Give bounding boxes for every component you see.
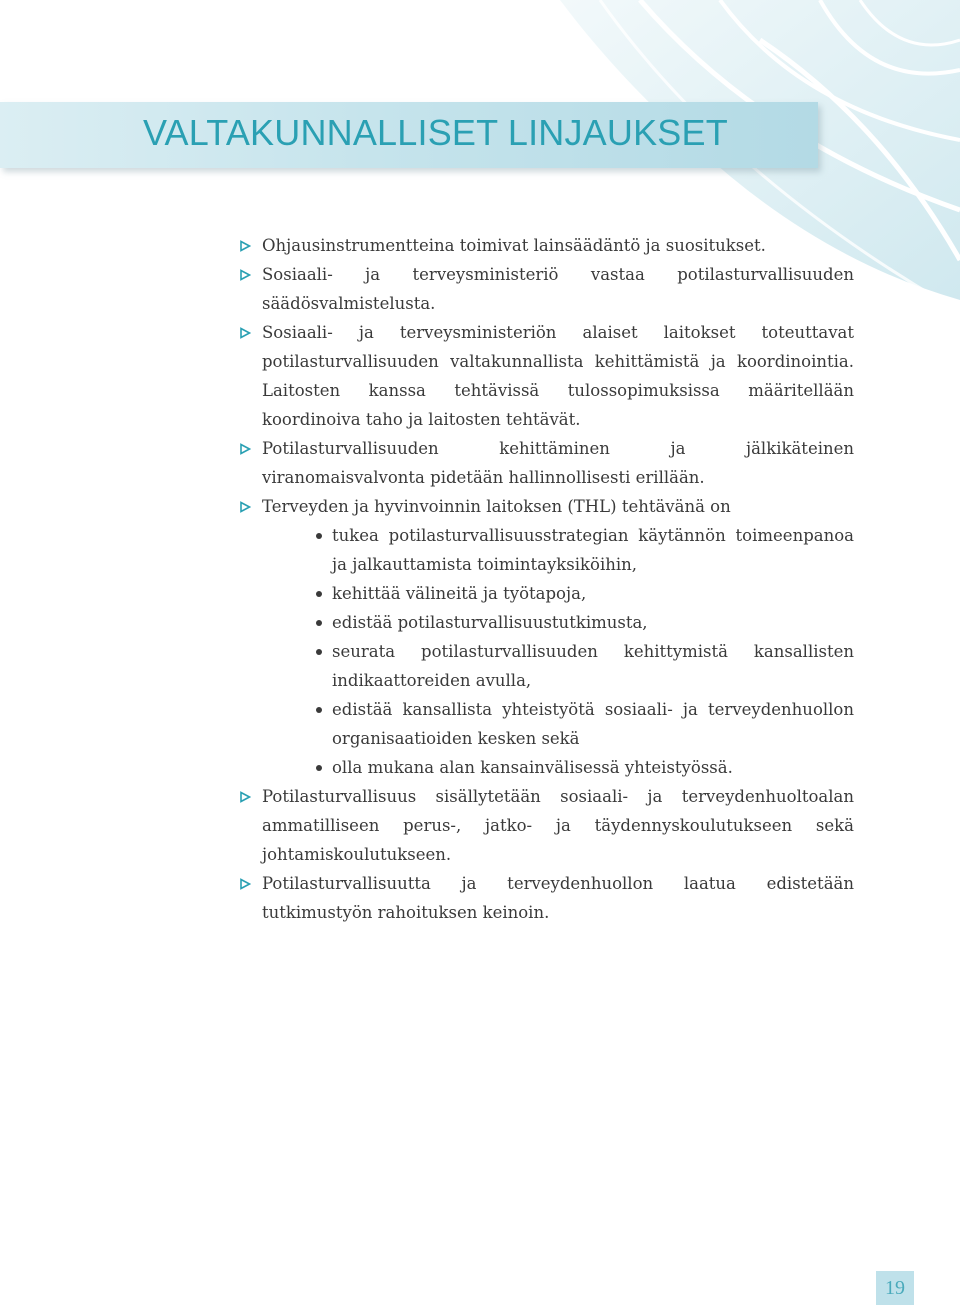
sub-list-item-text: edistää potilasturvallisuustutkimusta, [332,613,648,632]
list-item [262,869,854,927]
sub-list-item [332,695,854,753]
sub-list-item-text: tukea potilasturvallisuusstrategian käytännön toimeenpanoa ja jalkauttamista toimintayksiköihin, [332,526,854,574]
dot-bullet-icon [316,765,322,771]
triangle-bullet-icon [239,269,251,281]
dot-bullet-icon [316,533,322,539]
sub-list-item [332,753,854,782]
sub-list-item [332,637,854,695]
list-item [262,492,854,782]
dot-bullet-icon [316,620,322,626]
sub-list-item-text: edistää kansallista yhteistyötä sosiaali- ja terveydenhuollon organisaatioiden kesken sekä [332,700,854,748]
list-item-text: Ohjausinstrumentteina toimivat lainsäädäntö ja suositukset. [262,236,766,255]
list-item-text: Sosiaali- ja terveysministeriö vastaa potilasturvallisuuden säädösvalmistelusta. [262,265,854,313]
main-content [262,231,854,927]
list-item-text: Terveyden ja hyvinvoinnin laitoksen (THL) tehtävänä on [262,497,731,516]
triangle-bullet-icon [239,240,251,252]
list-item-text: Sosiaali- ja terveysministeriön alaiset laitokset toteuttavat potilasturvallisuuden valtakunnallista kehittämistä ja koordinointia. Laitosten kanssa tehtävissä tulossopimuksissa määritellään koordinoiva taho ja laitosten tehtävät. [262,323,854,429]
sub-list [262,521,854,782]
triangle-bullet-icon [239,443,251,455]
dot-bullet-icon [316,649,322,655]
dot-bullet-icon [316,707,322,713]
page-title: VALTAKUNNALLISET LINJAUKSET [143,112,728,153]
dot-bullet-icon [316,591,322,597]
list-item [262,318,854,434]
sub-list-item [332,521,854,579]
triangle-bullet-icon [239,878,251,890]
sub-list-item-text: olla mukana alan kansainvälisessä yhteistyössä. [332,758,733,777]
sub-list-item [332,608,854,637]
triangle-bullet-icon [239,501,251,513]
triangle-bullet-icon [239,327,251,339]
triangle-bullet-icon [239,791,251,803]
list-item [262,231,854,260]
sub-list-item-text: kehittää välineitä ja työtapoja, [332,584,587,603]
sub-list-item-text: seurata potilasturvallisuuden kehittymistä kansallisten indikaattoreiden avulla, [332,642,854,690]
list-item-text: Potilasturvallisuuden kehittäminen ja jälkikäteinen viranomaisvalvonta pidetään hallinnollisesti erillään. [262,439,854,487]
list-item [262,260,854,318]
list-item [262,782,854,869]
list-item [262,434,854,492]
list-item-text: Potilasturvallisuutta ja terveydenhuollon laatua edistetään tutkimustyön rahoituksen keinoin. [262,874,854,922]
sub-list-item [332,579,854,608]
list-item-text: Potilasturvallisuus sisällytetään sosiaali- ja terveydenhuoltoalan ammatilliseen perus-, jatko- ja täydennyskoulutukseen sekä johtamiskoulutukseen. [262,787,854,864]
bullet-list [262,231,854,927]
page-number: 19 [876,1271,914,1305]
